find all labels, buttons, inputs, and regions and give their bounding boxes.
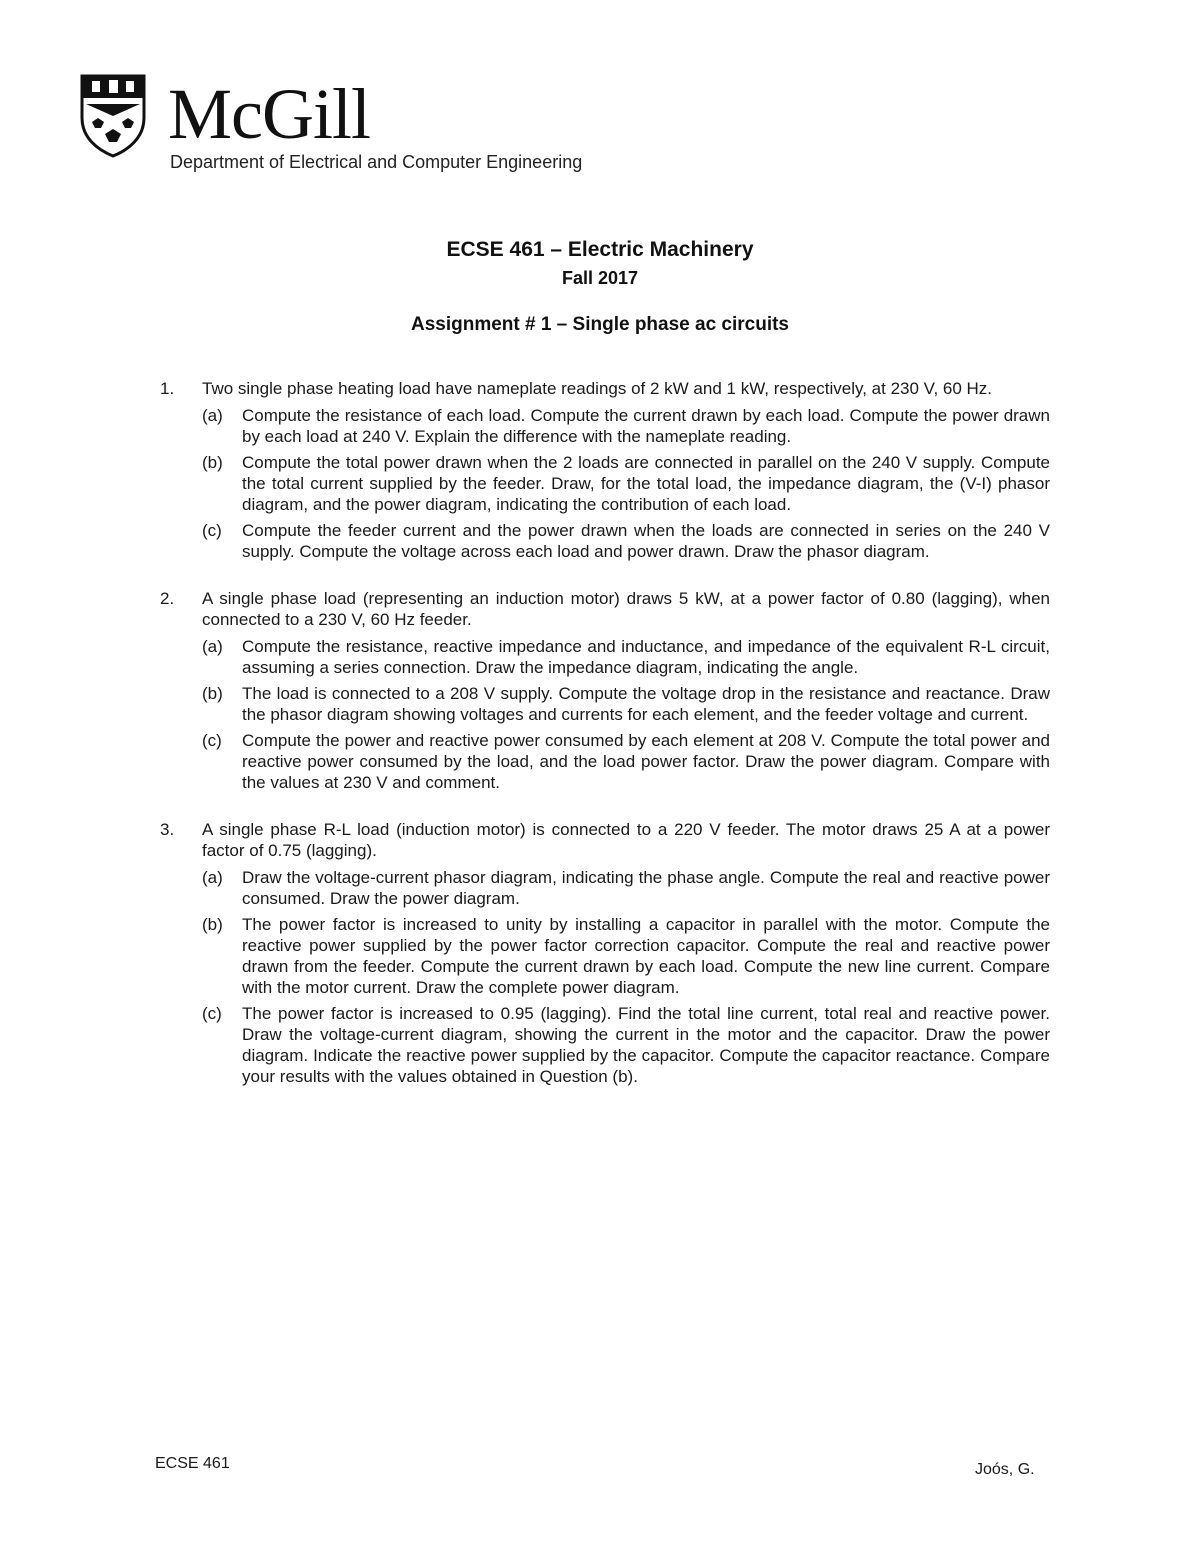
term: Fall 2017 — [561, 268, 639, 288]
question-part — [202, 1003, 1050, 1087]
part-text: The load is connected to a 208 V supply. Compute the voltage drop in the resistance and reactance. Draw the phasor diagram showing voltages and currents for each element, and the feeder voltage and current. — [242, 684, 1050, 724]
mcgill-logo-wordmark: McGill — [168, 74, 370, 154]
question-2 — [160, 588, 1050, 793]
question-text: Two single phase heating load have nameplate readings of 2 kW and 1 kW, respectively, at 230 V, 60 Hz. — [202, 379, 993, 398]
question-part — [202, 405, 1050, 447]
course-title: ECSE 461 – Electric Machinery — [446, 238, 754, 261]
part-text: Compute the total power drawn when the 2 loads are connected in parallel on the 240 V supply. Compute the total current supplied by the feeder. Draw, for the total load, the impedance diagram, the (V-I) phasor diagram, and the power diagram, indicating the contribution of each load. — [242, 453, 1050, 514]
part-text: Draw the voltage-current phasor diagram, indicating the phase angle. Compute the real and reactive power consumed. Draw the power diagram. — [242, 868, 1050, 908]
part-label: (a) — [202, 406, 223, 425]
part-label: (a) — [202, 637, 223, 656]
question-text: A single phase R-L load (induction motor) is connected to a 220 V feeder. The motor draws 25 A at a power factor of 0.75 (lagging). — [202, 820, 1050, 860]
department-name: Department of Electrical and Computer Engineering — [170, 152, 583, 172]
question-part — [202, 683, 1050, 725]
question-parts — [202, 867, 1050, 1087]
footer-course-code: ECSE 461 — [155, 1455, 230, 1472]
question-number: 3. — [160, 820, 175, 839]
part-label: (c) — [202, 521, 222, 540]
part-text: The power factor is increased to 0.95 (lagging). Find the total line current, total real and reactive power. Draw the voltage-current diagram, showing the current in the motor and the capacitor. Draw the power diagram. Indicate the reactive power supplied by the capacitor. Compute the capacitor reactance. Compare your results with the values obtained in Question (b). — [242, 1004, 1050, 1086]
question-list — [160, 378, 1050, 1113]
question-part — [202, 520, 1050, 562]
part-text: Compute the feeder current and the power drawn when the loads are connected in series on the 240 V supply. Compute the voltage across each load and power drawn. Draw the phasor diagram. — [242, 521, 1050, 561]
question-part — [202, 452, 1050, 515]
question-3 — [160, 819, 1050, 1087]
question-parts — [202, 636, 1050, 793]
part-label: (a) — [202, 868, 223, 887]
question-number: 1. — [160, 379, 175, 398]
part-label: (b) — [202, 453, 223, 472]
assignment-title: Assignment # 1 – Single phase ac circuits — [410, 314, 790, 335]
question-text: A single phase load (representing an induction motor) draws 5 kW, at a power factor of 0.80 (lagging), when connected to a 230 V, 60 Hz feeder. — [202, 589, 1050, 629]
question-part — [202, 914, 1050, 998]
part-label: (c) — [202, 731, 222, 750]
footer-author: Joós, G. — [975, 1461, 1035, 1478]
part-text: Compute the power and reactive power consumed by each element at 208 V. Compute the total power and reactive power consumed by the load, and the load power factor. Draw the power diagram. Compare with the values at 230 V and comment. — [242, 731, 1050, 792]
part-text: The power factor is increased to unity by installing a capacitor in parallel with the motor. Compute the reactive power supplied by the power factor correction capacitor. Compute the real and reactive power drawn from the feeder. Compute the current drawn by each load. Compute the new line current. Compare with the motor current. Draw the complete power diagram. — [242, 915, 1050, 997]
part-label: (b) — [202, 684, 223, 703]
question-part — [202, 730, 1050, 793]
question-number: 2. — [160, 589, 175, 608]
question-1 — [160, 378, 1050, 562]
question-part — [202, 636, 1050, 678]
question-parts — [202, 405, 1050, 562]
question-part — [202, 867, 1050, 909]
part-label: (c) — [202, 1004, 222, 1023]
part-text: Compute the resistance of each load. Compute the current drawn by each load. Compute the power drawn by each load at 240 V. Explain the difference with the nameplate reading. — [242, 406, 1050, 446]
part-label: (b) — [202, 915, 223, 934]
part-text: Compute the resistance, reactive impedance and inductance, and impedance of the equivalent R-L circuit, assuming a series connection. Draw the impedance diagram, indicating the angle. — [242, 637, 1050, 677]
mcgill-crest-icon — [78, 72, 148, 158]
